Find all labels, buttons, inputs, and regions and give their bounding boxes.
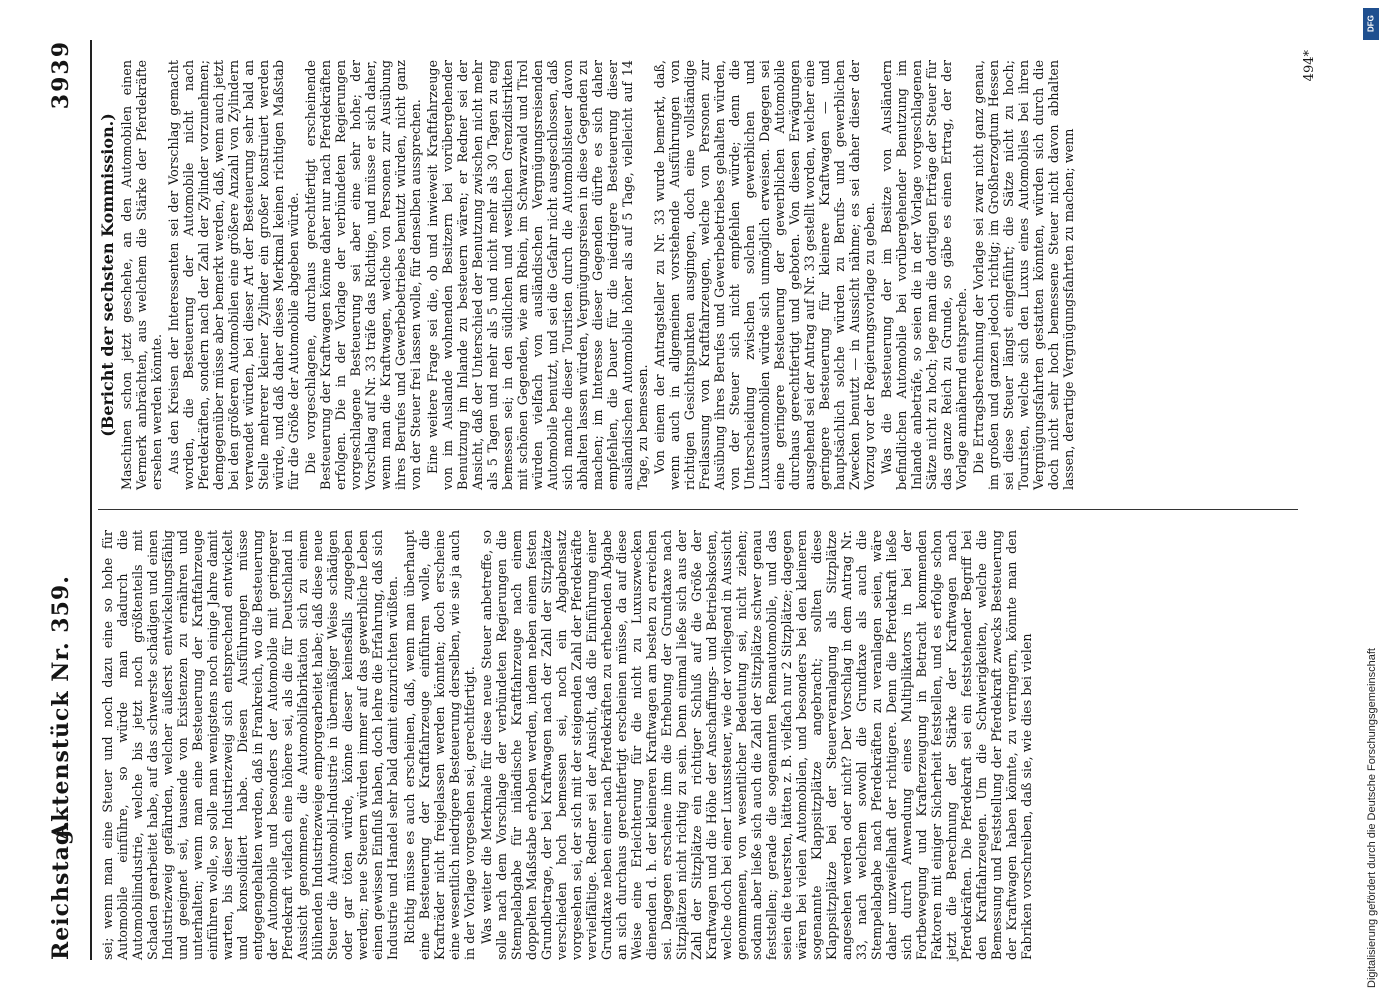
- paragraph: Aus den Kreisen der Interessenten sei der Vorschlag gemacht worden, die Besteuerung der Automobile nicht nach Pferdekräften, sondern nach der Zahl der Zylinder vorzunehmen; demgegenüber müsse aber bemerkt werden, daß, wenn auch jetzt bei den größeren Automobilen eine größere Anzahl von Zylindern verwendet würden, bei dieser Art der Besteuerung sehr bald an Stelle mehrerer kleiner Zylinder ein großer konstruiert werden würde, und daß daher dieses Merkmal keinen richtigen Maßstab für die Größe der Automobile abgeben würde.: [166, 60, 301, 490]
- rotated-document: [40, 40, 1340, 960]
- header-page-number: 3939: [48, 40, 74, 110]
- signature-mark: 494*: [1302, 50, 1317, 82]
- paragraph: Die Ertragsberechnung der Vorlage sei zwar nicht ganz genau, im großen und ganzen jedoch richtig; im Großherzogtum Hessen sei diese Steuer längst eingeführt; die Sätze nicht zu hoch; Touristen, welche sich den Luxus eines Automobiles bei ihren Vergnügungsfahrten gestatten könnten, würden sich durch die doch nicht sehr hoch bemessene Steuer nicht davon abhalten lassen, derartige Vergnügungsfahrten zu machen; wenn: [971, 60, 1076, 490]
- paragraph: Die vorgeschlagene, durchaus gerechtfertigt erscheinende Besteuerung der Kraftwagen könne daher nur nach Pferdekräften erfolgen. Die in der Vorlage der verbündeten Regierungen vorgeschlagene Besteuerung sei aber eine sehr hohe; der Vorschlag auf Nr. 33 träfe das Richtige, und müsse er sich daher, wenn man die Kraftwagen, welche von Personen zur Ausübung ihres Berufes und Gewerbebetriebes benutzt würden, nicht ganz von der Steuer frei lassen wolle, für denselben aussprechen.: [303, 60, 423, 490]
- paragraph: sei; wenn man eine Steuer und noch dazu eine so hohe für Automobile einführe, so würde man dadurch die Automobilindustrie, welche bis jetzt noch größtenteils mit Schaden gearbeitet habe, auf das schwerste schädigen und einen Industriezweig gefährden, welcher äußerst entwickelungsfähig und geeignet sei, tausende von Existenzen zu ernähren und unterhalten; wenn man eine Besteuerung der Kraftfahrzeuge einführen wolle, so solle man wenigstens noch einige Jahre damit warten, bis dieser Industriezweig sich entsprechend entwickelt und konsolidiert habe. Diesen Ausführungen müsse entgegengehalten werden, daß in Frankreich, wo die Besteuerung der Automobile und besonders der Automobile mit geringerer Pferdekraft vielfach eine höhere sei, als die für Deutschland in Aussicht genommene, die Automobilfabrikation sich zu einem blühenden Industriezweige emporgearbeitet habe; daß diese neue Steuer die Automobil-Industrie in übermäßiger Weise schädigen oder gar töten würde, könne dieser keinesfalls zugegeben werden; neue Steuern würden immer auf das gewerbliche Leben einen gewissen Einfluß haben, doch lehre die Erfahrung, daß sich Industrie und Handel sehr bald damit einzurichten wüßten.: [100, 530, 400, 960]
- section-title: (Bericht der sechsten Kommission.): [98, 113, 117, 437]
- paragraph: Von einem der Antragsteller zu Nr. 33 wurde bemerkt, daß, wenn auch in allgemeinen vorstehende Ausführungen von richtigen Gesichtspunkten ausgingen, doch eine vollständige Freilassung von Kraftfahrzeugen, welche von Personen zur Ausübung ihres Berufes und Gewerbebetriebes gehalten würden, von der Steuer sich nicht empfehlen würde; denn die Unterscheidung zwischen solchen gewerblichen und Luxusautomobilen würde sich unmöglich erweisen. Dagegen sei eine geringere Besteuerung der gewerblichen Automobile durchaus gerechtfertigt und geboten. Von diesen Erwägungen ausgehend sei der Antrag auf Nr. 33 gestellt worden, welcher eine geringere Besteuerung für kleinere Kraftwagen — und hauptsächlich solche würden zu Berufs- und gewerblichen Zwecken benutzt — in Aussicht nähme; es sei daher dieser der Vorzug vor der Regierungsvorlage zu geben.: [652, 60, 877, 490]
- paragraph: Maschinen schon jetzt geschehe, an den Automobilen einen Vermerk anbrächten, aus welchem die Stärke der Pferdekräfte ersehen werden könnte.: [119, 60, 164, 490]
- right-column: [100, 60, 1300, 490]
- page-header: [40, 40, 88, 960]
- header-reichstag: Reichstag.: [48, 820, 74, 960]
- paragraph: Was die Besteuerung der im Besitze von Ausländern befindlichen Automobile bei vorübergehender Benutzung im Inlande anbeträfe, so seien die in der Vorlage vorgeschlagenen Sätze nicht zu hoch; lege man die dortigen Erträge der Steuer für das ganze Reich zu Grunde, so gäbe es einen Ertrag, der der Vorlage annähernd entspreche.: [879, 60, 969, 490]
- paragraph: Eine weitere Frage sei die, ob und inwieweit Kraftfahrzeuge von im Auslande wohnenden Besitzern bei vorübergehender Benutzung im Inlande zu besteuern wären; er Redner sei der Ansicht, daß der Unterschied der Benutzung zwischen nicht mehr als 5 Tagen und mehr als 5 und nicht mehr als 30 Tagen zu eng bemessen sei; in den südlichen und westlichen Grenzdistrikten mit schönen Gegenden, wie am Rhein, im Schwarzwald und Tirol würden vielfach von ausländischen Vergnügungsreisenden Automobile benutzt, und sei die Gefahr nicht ausgeschlossen, daß sich manche dieser Touristen durch die Automobilsteuer davon abhalten lassen würden, Vergnügungsreisen in diese Gegenden zu machen; im Interesse dieser Gegenden dürfte es sich daher empfehlen, die Dauer für die niedrigere Besteuerung dieser ausländischen Automobile höher als auf 5 Tage, vielleicht auf 14 Tage, zu bemessen.: [425, 60, 650, 490]
- column-divider: [98, 509, 1298, 510]
- paragraph: Was weiter die Merkmale für diese neue Steuer anbetreffe, so solle nach dem Vorschlage der verbündeten Regierungen die Stempelabgabe für inländische Kraftfahrzeuge nach einem doppelten Maßstabe erhoben werden, indem neben einem festen Grundbetrage, der bei Kraftwagen nach der Zahl der Sitzplätze verschieden hoch bemessen sei, noch ein Abgabensatz vorgesehen sei, der sich mit der steigenden Zahl der Pferdekräfte vervielfältige. Redner sei der Ansicht, daß die Einführung einer Grundtaxe neben einer nach Pferdekräften zu erhebenden Abgabe an sich durchaus gerechtfertigt erscheinen müsse, da auf diese Weise eine Erleichterung für die nicht zu Luxuszwecken dienenden d. h. der kleineren Kraftwagen am besten zu erreichen sei. Dagegen erscheine ihm die Erhebung der Grundtaxe nach Sitzplätzen nicht richtig zu sein. Denn einmal ließe sich aus der Zahl der Sitzplätze ein richtiger Schluß auf die Größe der Kraftwagen und die Höhe der Anschaffungs- und Betriebskosten, welche doch bei einer Luxussteuer, wie der vorliegend in Aussicht genommenen, von wesentlicher Bedeutung sei, nicht ziehen; sodann aber ließe sich auch die Zahl der Sitzplätze schwer genau feststellen; gerade die sogenannten Rennautomobile, und das seien die teuersten, hätten z. B. vielfach nur 2 Sitzplätze; dagegen wären bei vielen Automobilen, und besonders bei den kleineren sogenannte Klappsitzplätze angebracht; sollten diese Klappsitzplätze bei der Steuerveranlagung als Sitzplätze angesehen werden oder nicht? Der Vorschlag in dem Antrag Nr. 33, nach welchem sowohl die Grundtaxe als auch die Stempelabgabe nach Pferdekräften zu veranlagen seien, wäre daher unzweifelhaft der richtigere. Denn die Pferdekraft ließe sich durch Anwendung eines Multiplikators in bei der Fortbewegung und Krafterzeugung in Betracht kommenden Faktoren mit einiger Sicherheit feststellen, und es erfolge schon jetzt die Berechnung der Stärke der Kraftwagen nach Pferdekräften. Die Pferdekraft sei ein feststehender Begriff bei den Kraftfahrzeugen. Um die Schwierigkeiten, welche die Bemessung und Feststellung der Pferdekraft zwecks Besteuerung der Kraftwagen haben könnte, zu verringern, könnte man den Fabriken vorschreiben, daß sie, wie dies bei vielen: [479, 530, 1034, 960]
- left-column: [100, 530, 1300, 960]
- dfg-logo: DFG: [1363, 8, 1379, 40]
- header-aktenstueck: Aktenstück Nr. 359.: [48, 575, 74, 840]
- header-rule: [90, 40, 92, 960]
- paragraph: Richtig müsse es auch erscheinen, daß, wenn man überhaupt eine Besteuerung der Kraftfahrzeuge einführen wolle, die Krafträder nicht freigelassen werden könnten; doch erscheine eine wesentlich niedrigere Besteuerung derselben, wie sie ja auch in der Vorlage vorgesehen sei, gerechtfertigt.: [402, 530, 477, 960]
- digitization-note: Digitalisierung gefördert durch die Deutsche Forschungsgemeinschaft: [1366, 648, 1378, 988]
